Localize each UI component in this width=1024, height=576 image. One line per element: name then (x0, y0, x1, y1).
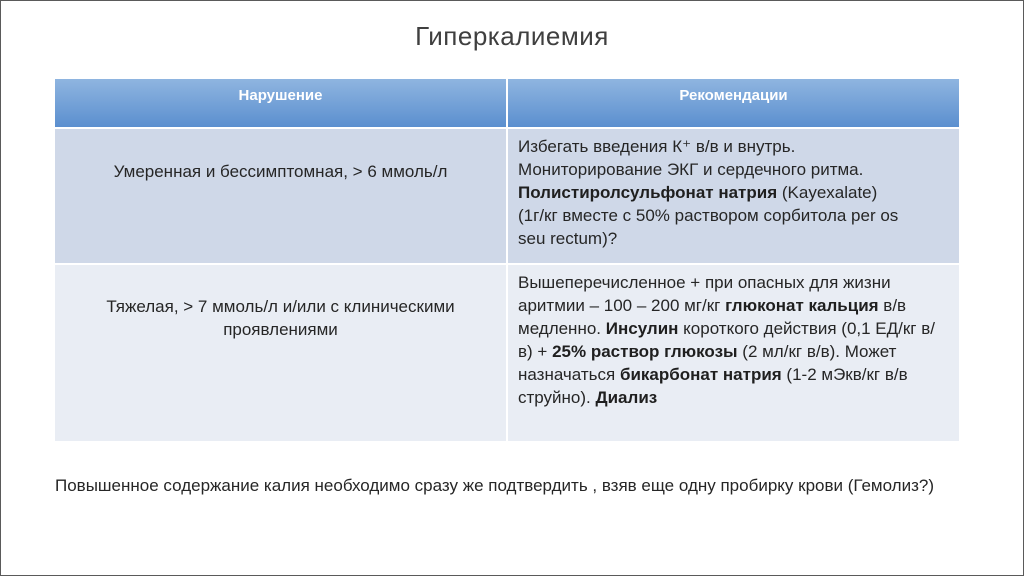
rec-drug-bold: Инсулин (605, 319, 679, 338)
recommendation-cell (507, 128, 959, 264)
header-recommendations: Рекомендации (507, 79, 959, 128)
rec-text: (2 мл/кг в/в). Может назначаться (518, 342, 897, 384)
footnote: Повышенное содержание калия необходимо сразу же подтвердить , взяв еще одну пробирку крови (Гемолиз?) (55, 476, 935, 495)
rec-text: seu rectum)? (518, 229, 618, 248)
rec-text: Вышеперечисленное + при опасных для жизни аритмии – 100 – 200 мг/кг (518, 273, 891, 315)
header-disorder: Нарушение (55, 79, 507, 128)
condition-cell: Умеренная и бессимптомная, > 6 ммоль/л (55, 128, 507, 264)
rec-text: Мониторирование ЭКГ и сердечного ритма. (518, 160, 864, 179)
rec-text: в/в медленно. (518, 296, 907, 338)
rec-text: (1г/кг вместе с 50% раствором сорбитола per os (518, 206, 899, 225)
rec-text: (1-2 мЭкв/кг в/в струйно). (518, 365, 908, 407)
table-header-row (55, 79, 959, 128)
rec-text: (Kayexalate) (777, 183, 878, 202)
rec-drug-bold: Диализ (595, 388, 658, 407)
condition-cell: Тяжелая, > 7 ммоль/л и/или с клиническими проявлениями (55, 264, 507, 441)
rec-drug-bold: Полистиролсульфонат натрия (518, 183, 778, 202)
rec-text: Избегать введения К⁺ в/в и внутрь. (518, 137, 796, 156)
recommendations-table (55, 79, 959, 441)
table-row (55, 128, 959, 264)
rec-text: короткого действия (0,1 ЕД/кг в/в) + (518, 319, 935, 361)
rec-drug-bold: бикарбонат натрия (619, 365, 782, 384)
rec-drug-bold: глюконат кальция (725, 296, 879, 315)
rec-drug-bold: 25% раствор глюкозы (552, 342, 738, 361)
recommendation-cell (507, 264, 959, 441)
table-row (55, 264, 959, 441)
slide-title: Гиперкалиемия (415, 21, 609, 51)
